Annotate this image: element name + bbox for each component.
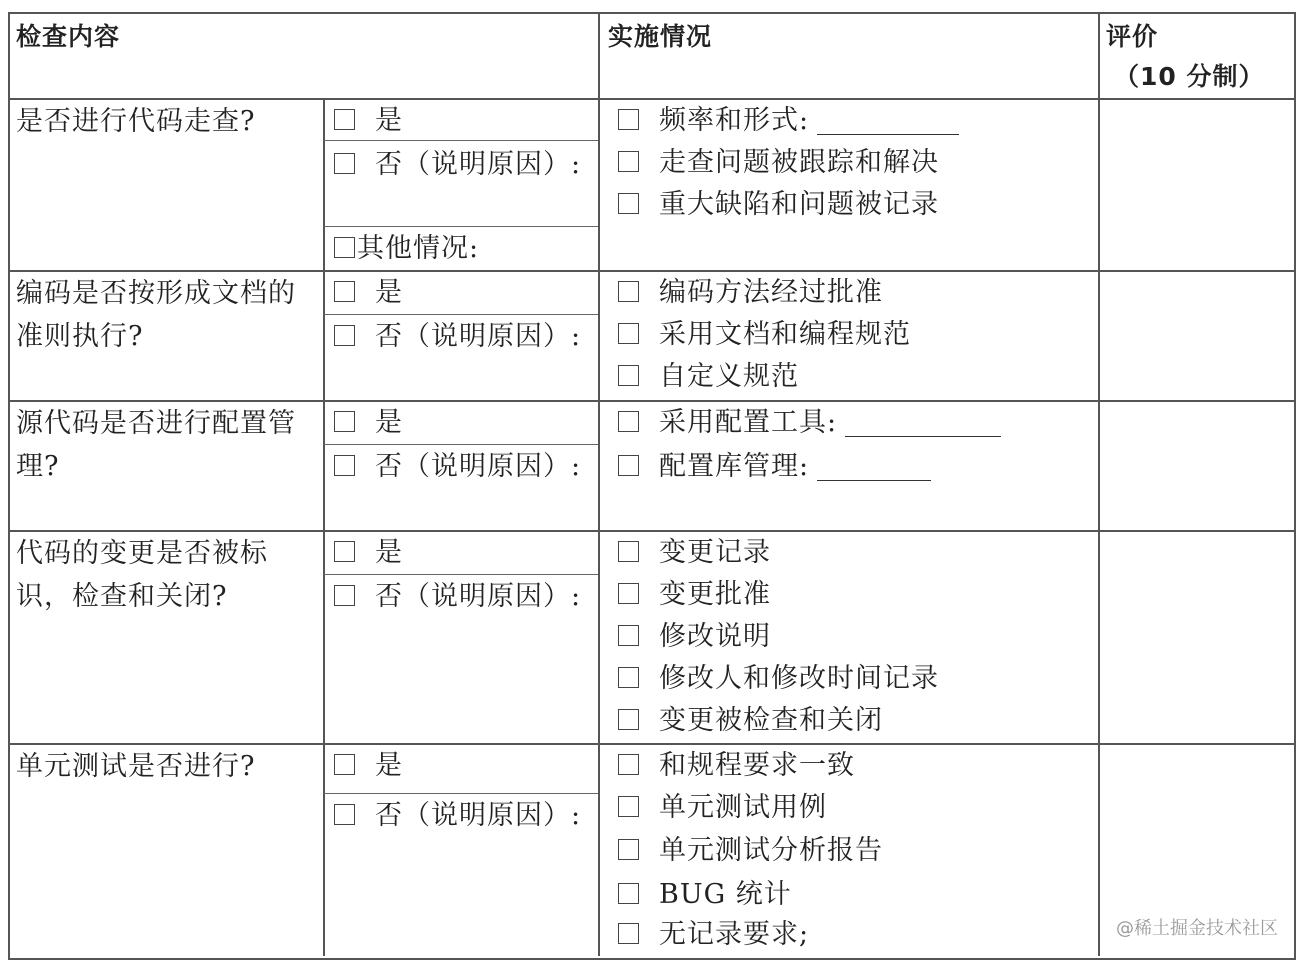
question-text: 是否进行代码走查?: [16, 106, 256, 137]
item-label: 单元测试用例: [659, 792, 827, 823]
checklist-item[interactable]: [618, 622, 771, 652]
option-no[interactable]: [334, 801, 581, 831]
checkbox-icon[interactable]: [618, 583, 639, 604]
header-implementation: 实施情况: [608, 22, 713, 51]
item-label: BUG 统计: [659, 879, 792, 910]
item-label: 变更被检查和关闭: [659, 705, 883, 736]
checklist-item[interactable]: [618, 148, 939, 178]
item-label: 自定义规范: [659, 361, 799, 392]
checklist-item[interactable]: [618, 320, 911, 350]
option-no[interactable]: [334, 150, 581, 180]
checklist-item[interactable]: [618, 278, 883, 308]
checklist-item[interactable]: [618, 793, 827, 823]
header-row: [8, 14, 1294, 100]
option-yes[interactable]: [334, 751, 403, 781]
checkbox-icon[interactable]: [618, 625, 639, 646]
table-row: [8, 98, 1294, 272]
item-label: 单元测试分析报告: [659, 835, 883, 866]
checkbox-icon[interactable]: [334, 325, 355, 346]
option-yes[interactable]: [334, 538, 403, 568]
option-no-label: 否（说明原因）:: [375, 581, 582, 612]
item-label: 采用文档和编程规范: [659, 319, 911, 350]
checkbox-icon[interactable]: [618, 667, 639, 688]
option-no-label: 否（说明原因）:: [375, 321, 582, 352]
checklist-item[interactable]: [618, 836, 883, 866]
option-yes-label: 是: [375, 407, 403, 438]
checkbox-icon[interactable]: [618, 281, 639, 302]
option-other[interactable]: [334, 234, 479, 264]
option-yes[interactable]: [334, 278, 403, 308]
checklist-item[interactable]: [618, 751, 855, 781]
checkbox-icon[interactable]: [618, 365, 639, 386]
table-row: [8, 270, 1294, 402]
item-label: 无记录要求;: [659, 919, 810, 950]
checkbox-icon[interactable]: [334, 804, 355, 825]
watermark: @稀土掘金技术社区: [1116, 918, 1278, 939]
table-row: [8, 530, 1294, 745]
item-label: 变更批准: [659, 579, 771, 610]
item-label: 频率和形式:: [659, 105, 810, 136]
checkbox-icon[interactable]: [618, 323, 639, 344]
checklist-item[interactable]: [618, 190, 939, 220]
option-yes[interactable]: [334, 106, 403, 136]
item-label: 变更记录: [659, 537, 771, 568]
checklist-item[interactable]: [618, 538, 771, 568]
checklist-item[interactable]: [618, 880, 792, 910]
option-no-label: 否（说明原因）:: [375, 451, 582, 482]
checkbox-icon[interactable]: [334, 754, 355, 775]
header-check-content: 检查内容: [16, 22, 121, 51]
checkbox-icon[interactable]: [618, 541, 639, 562]
checkbox-icon[interactable]: [334, 585, 355, 606]
header-evaluation: 评价: [1106, 22, 1159, 51]
checkbox-icon[interactable]: [618, 754, 639, 775]
question-text: 源代码是否进行配置管理?: [16, 408, 296, 482]
item-label: 编码方法经过批准: [659, 277, 883, 308]
fill-in-blank[interactable]: [817, 112, 959, 135]
option-no[interactable]: [334, 582, 581, 612]
option-yes[interactable]: [334, 408, 403, 438]
checklist-item[interactable]: [618, 664, 939, 694]
option-yes-label: 是: [375, 277, 403, 308]
checkbox-icon[interactable]: [334, 237, 355, 258]
item-label: 采用配置工具:: [659, 407, 838, 438]
checklist-item[interactable]: [618, 580, 771, 610]
checkbox-icon[interactable]: [334, 541, 355, 562]
checkbox-icon[interactable]: [618, 109, 639, 130]
checkbox-icon[interactable]: [618, 151, 639, 172]
checkbox-icon[interactable]: [618, 923, 639, 944]
question-text: 代码的变更是否被标识，检查和关闭?: [16, 538, 268, 612]
checkbox-icon[interactable]: [334, 411, 355, 432]
item-label: 重大缺陷和问题被记录: [659, 189, 939, 220]
table-row: [8, 400, 1294, 532]
option-yes-label: 是: [375, 105, 403, 136]
option-no-label: 否（说明原因）:: [375, 800, 582, 831]
checkbox-icon[interactable]: [618, 411, 639, 432]
item-label: 修改说明: [659, 621, 771, 652]
checklist-item[interactable]: [618, 920, 809, 950]
checkbox-icon[interactable]: [334, 281, 355, 302]
checkbox-icon[interactable]: [618, 839, 639, 860]
checkbox-icon[interactable]: [334, 153, 355, 174]
checkbox-icon[interactable]: [618, 883, 639, 904]
option-yes-label: 是: [375, 537, 403, 568]
option-no-label: 否（说明原因）:: [375, 149, 582, 180]
item-label: 修改人和修改时间记录: [659, 663, 939, 694]
checklist-item[interactable]: [618, 408, 1001, 438]
checklist-item[interactable]: [618, 106, 959, 136]
checkbox-icon[interactable]: [334, 109, 355, 130]
item-label: 和规程要求一致: [659, 750, 855, 781]
checkbox-icon[interactable]: [618, 193, 639, 214]
checkbox-icon[interactable]: [618, 455, 639, 476]
question-text: 单元测试是否进行?: [16, 751, 256, 782]
fill-in-blank[interactable]: [845, 414, 1001, 437]
checkbox-icon[interactable]: [334, 455, 355, 476]
table-row: [8, 743, 1294, 956]
item-label: 配置库管理:: [659, 451, 810, 482]
option-no[interactable]: [334, 452, 581, 482]
option-yes-label: 是: [375, 750, 403, 781]
checklist-item[interactable]: [618, 706, 883, 736]
option-no[interactable]: [334, 322, 581, 352]
header-score-scale: （10 分制）: [1114, 62, 1265, 91]
question-text: 编码是否按形成文档的准则执行?: [16, 278, 296, 352]
checkbox-icon[interactable]: [618, 796, 639, 817]
fill-in-blank[interactable]: [817, 458, 931, 481]
checklist-item[interactable]: [618, 452, 931, 482]
checkbox-icon[interactable]: [618, 709, 639, 730]
item-label: 走查问题被跟踪和解决: [659, 147, 939, 178]
option-other-label: 其他情况:: [357, 233, 480, 264]
checklist-item[interactable]: [618, 362, 799, 392]
